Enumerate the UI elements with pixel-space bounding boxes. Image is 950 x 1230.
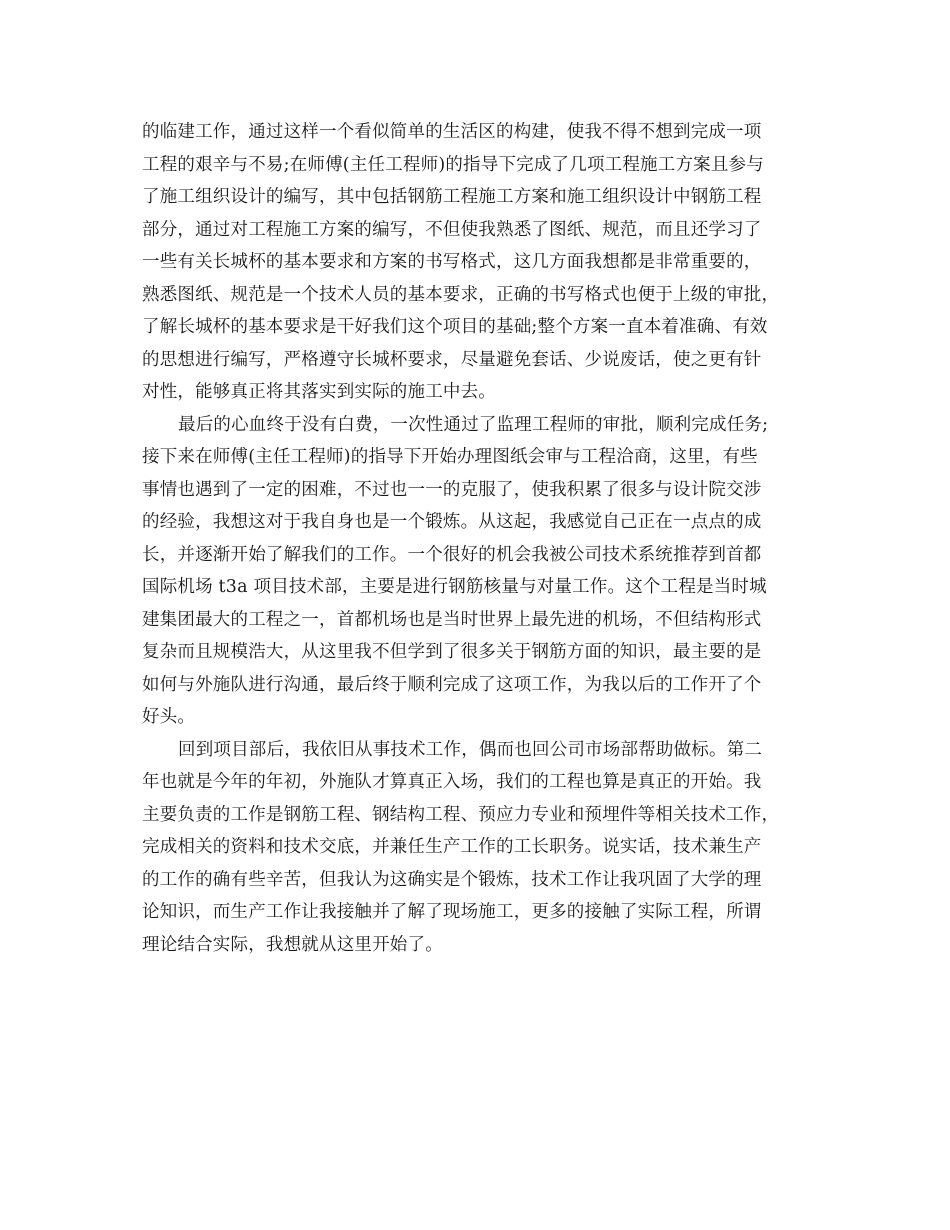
text-line: 论知识，而生产工作让我接触并了解了现场施工，更多的接触了实际工程，所谓 [142, 902, 762, 922]
text-line: 建集团最大的工程之一，首都机场也是当时世界上最先进的机场，不但结构形式 [142, 609, 762, 630]
text-line: 部分，通过对工程施工方案的编写，不但使我熟悉了图纸、规范，而且还学习了 [142, 219, 762, 240]
text-line: 的思想进行编写，严格遵守长城杯要求，尽量避免套话、少说废话，使之更有针 [142, 349, 762, 370]
text-line: 的工作的确有些辛苦，但我认为这确实是个锻炼，技术工作让我巩固了大学的理 [142, 869, 762, 890]
text-line: 一些有关长城杯的基本要求和方案的书写格式，这几方面我想都是非常重要的， [142, 252, 762, 272]
paragraph-start-line: 最后的心血终于没有白费，一次性通过了监理工程师的审批，顺利完成任务; [178, 414, 769, 435]
text-line: 事情也遇到了一定的困难，不过也一一的克服了，使我积累了很多与设计院交涉 [142, 479, 762, 500]
text-line: 年也就是今年的年初，外施队才算真正入场，我们的工程也算是真正的开始。我 [142, 772, 762, 792]
text-line: 长，并逐渐开始了解我们的工作。一个很好的机会我被公司技术系统推荐到首都 [142, 544, 762, 565]
text-line: 工程的艰辛与不易;在师傅(主任工程师)的指导下完成了几项工程施工方案且参与 [142, 154, 764, 175]
body-text [142, 116, 812, 961]
text-line: 了施工组织设计的编写，其中包括钢筋工程施工方案和施工组织设计中钢筋工程 [142, 187, 762, 207]
text-line: 了解长城杯的基本要求是干好我们这个项目的基础;整个方案一直本着准确、有效 [142, 317, 768, 337]
text-line: 国际机场 t3a 项目技术部，主要是进行钢筋核量与对量工作。这个工程是当时城 [142, 577, 767, 597]
text-line: 熟悉图纸、规范是一个技术人员的基本要求，正确的书写格式也便于上级的审批， [142, 284, 780, 305]
text-line: 主要负责的工作是钢筋工程、钢结构工程、预应力专业和预埋件等相关技术工作， [142, 804, 780, 825]
text-line: 对性，能够真正将其落实到实际的施工中去。 [142, 382, 496, 402]
text-line: 接下来在师傅(主任工程师)的指导下开始办理图纸会审与工程洽商，这里，有些 [142, 447, 758, 467]
text-line: 理论结合实际，我想就从这里开始了。 [142, 934, 443, 955]
text-line: 好头。 [142, 707, 196, 727]
paragraph-start-line: 回到项目部后，我依旧从事技术工作，偶而也回公司市场部帮助做标。第二 [178, 739, 763, 760]
text-line: 如何与外施队进行沟通，最后终于顺利完成了这项工作，为我以后的工作开了个 [142, 674, 762, 695]
text-line: 复杂而且规模浩大，从这里我不但学到了很多关于钢筋方面的知识，最主要的是 [142, 642, 762, 662]
text-line: 完成相关的资料和技术交底，并兼任生产工作的工长职务。说实话，技术兼生产 [142, 837, 762, 857]
text-line: 的临建工作，通过这样一个看似简单的生活区的构建，使我不得不想到完成一项 [142, 122, 762, 142]
text-line: 的经验，我想这对于我自身也是一个锻炼。从这起，我感觉自己正在一点点的成 [142, 512, 762, 532]
